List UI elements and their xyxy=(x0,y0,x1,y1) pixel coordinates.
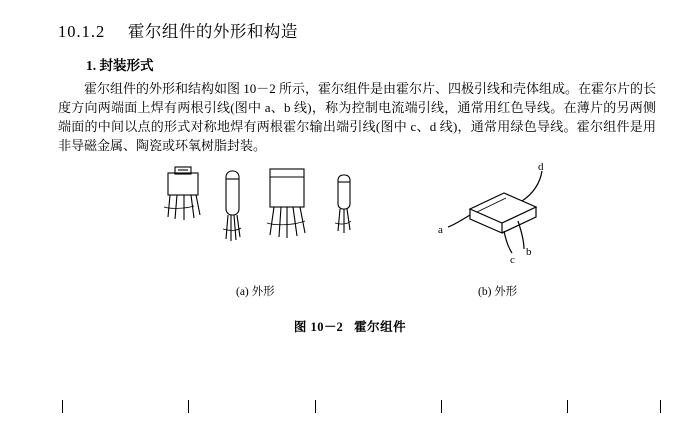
device-outlines-svg xyxy=(150,163,410,273)
figure-captions xyxy=(0,283,700,299)
figure-a-drawings xyxy=(150,163,410,273)
body-paragraph xyxy=(0,74,700,155)
section-title: 霍尔组件的外形和构造 xyxy=(127,22,298,41)
figure-b-drawing xyxy=(430,163,590,273)
section-number: 10.1.2 xyxy=(58,22,106,41)
figure-title-name: 霍尔组件 xyxy=(354,320,407,334)
hall-element-structure-svg xyxy=(430,163,590,273)
figure-title-dash: － xyxy=(323,320,337,334)
page-footer-marks xyxy=(0,400,700,414)
paragraph-text: 霍尔组件的外形和结构如图 10－2 所示，霍尔组件是由霍尔片、四极引线和壳体组成。在霍尔片的长度方向两端面上焊有两根引线(图中 a、b 线)，称为控制电流端引线，通常用红色导线。在薄片的另两侧端面的中间以点的形式对称地焊有两根霍尔输出端引线(图中 c、d 线)，通常用绿色导线。霍尔组件是用非导磁金属、陶瓷或环氧树脂封装。 xyxy=(58,81,657,153)
figure-title-number: 2 xyxy=(336,320,344,334)
label-c: c xyxy=(510,254,515,266)
footer-tick xyxy=(567,400,568,413)
caption-a: (a) 外形 xyxy=(236,286,275,298)
subsection-heading: 1. 封装形式 xyxy=(86,58,154,73)
page-title xyxy=(0,0,700,42)
footer-tick xyxy=(441,400,442,413)
footer-tick xyxy=(188,400,189,413)
caption-b: (b) 外形 xyxy=(478,286,518,298)
label-a: a xyxy=(438,224,443,236)
footer-tick xyxy=(660,400,661,413)
label-b: b xyxy=(526,246,532,258)
label-d: d xyxy=(538,163,544,173)
figure-10-2 xyxy=(0,163,700,283)
footer-tick xyxy=(315,400,316,413)
figure-title-label: 图 10 xyxy=(293,320,324,334)
footer-tick xyxy=(62,400,63,413)
figure-title xyxy=(0,317,700,335)
